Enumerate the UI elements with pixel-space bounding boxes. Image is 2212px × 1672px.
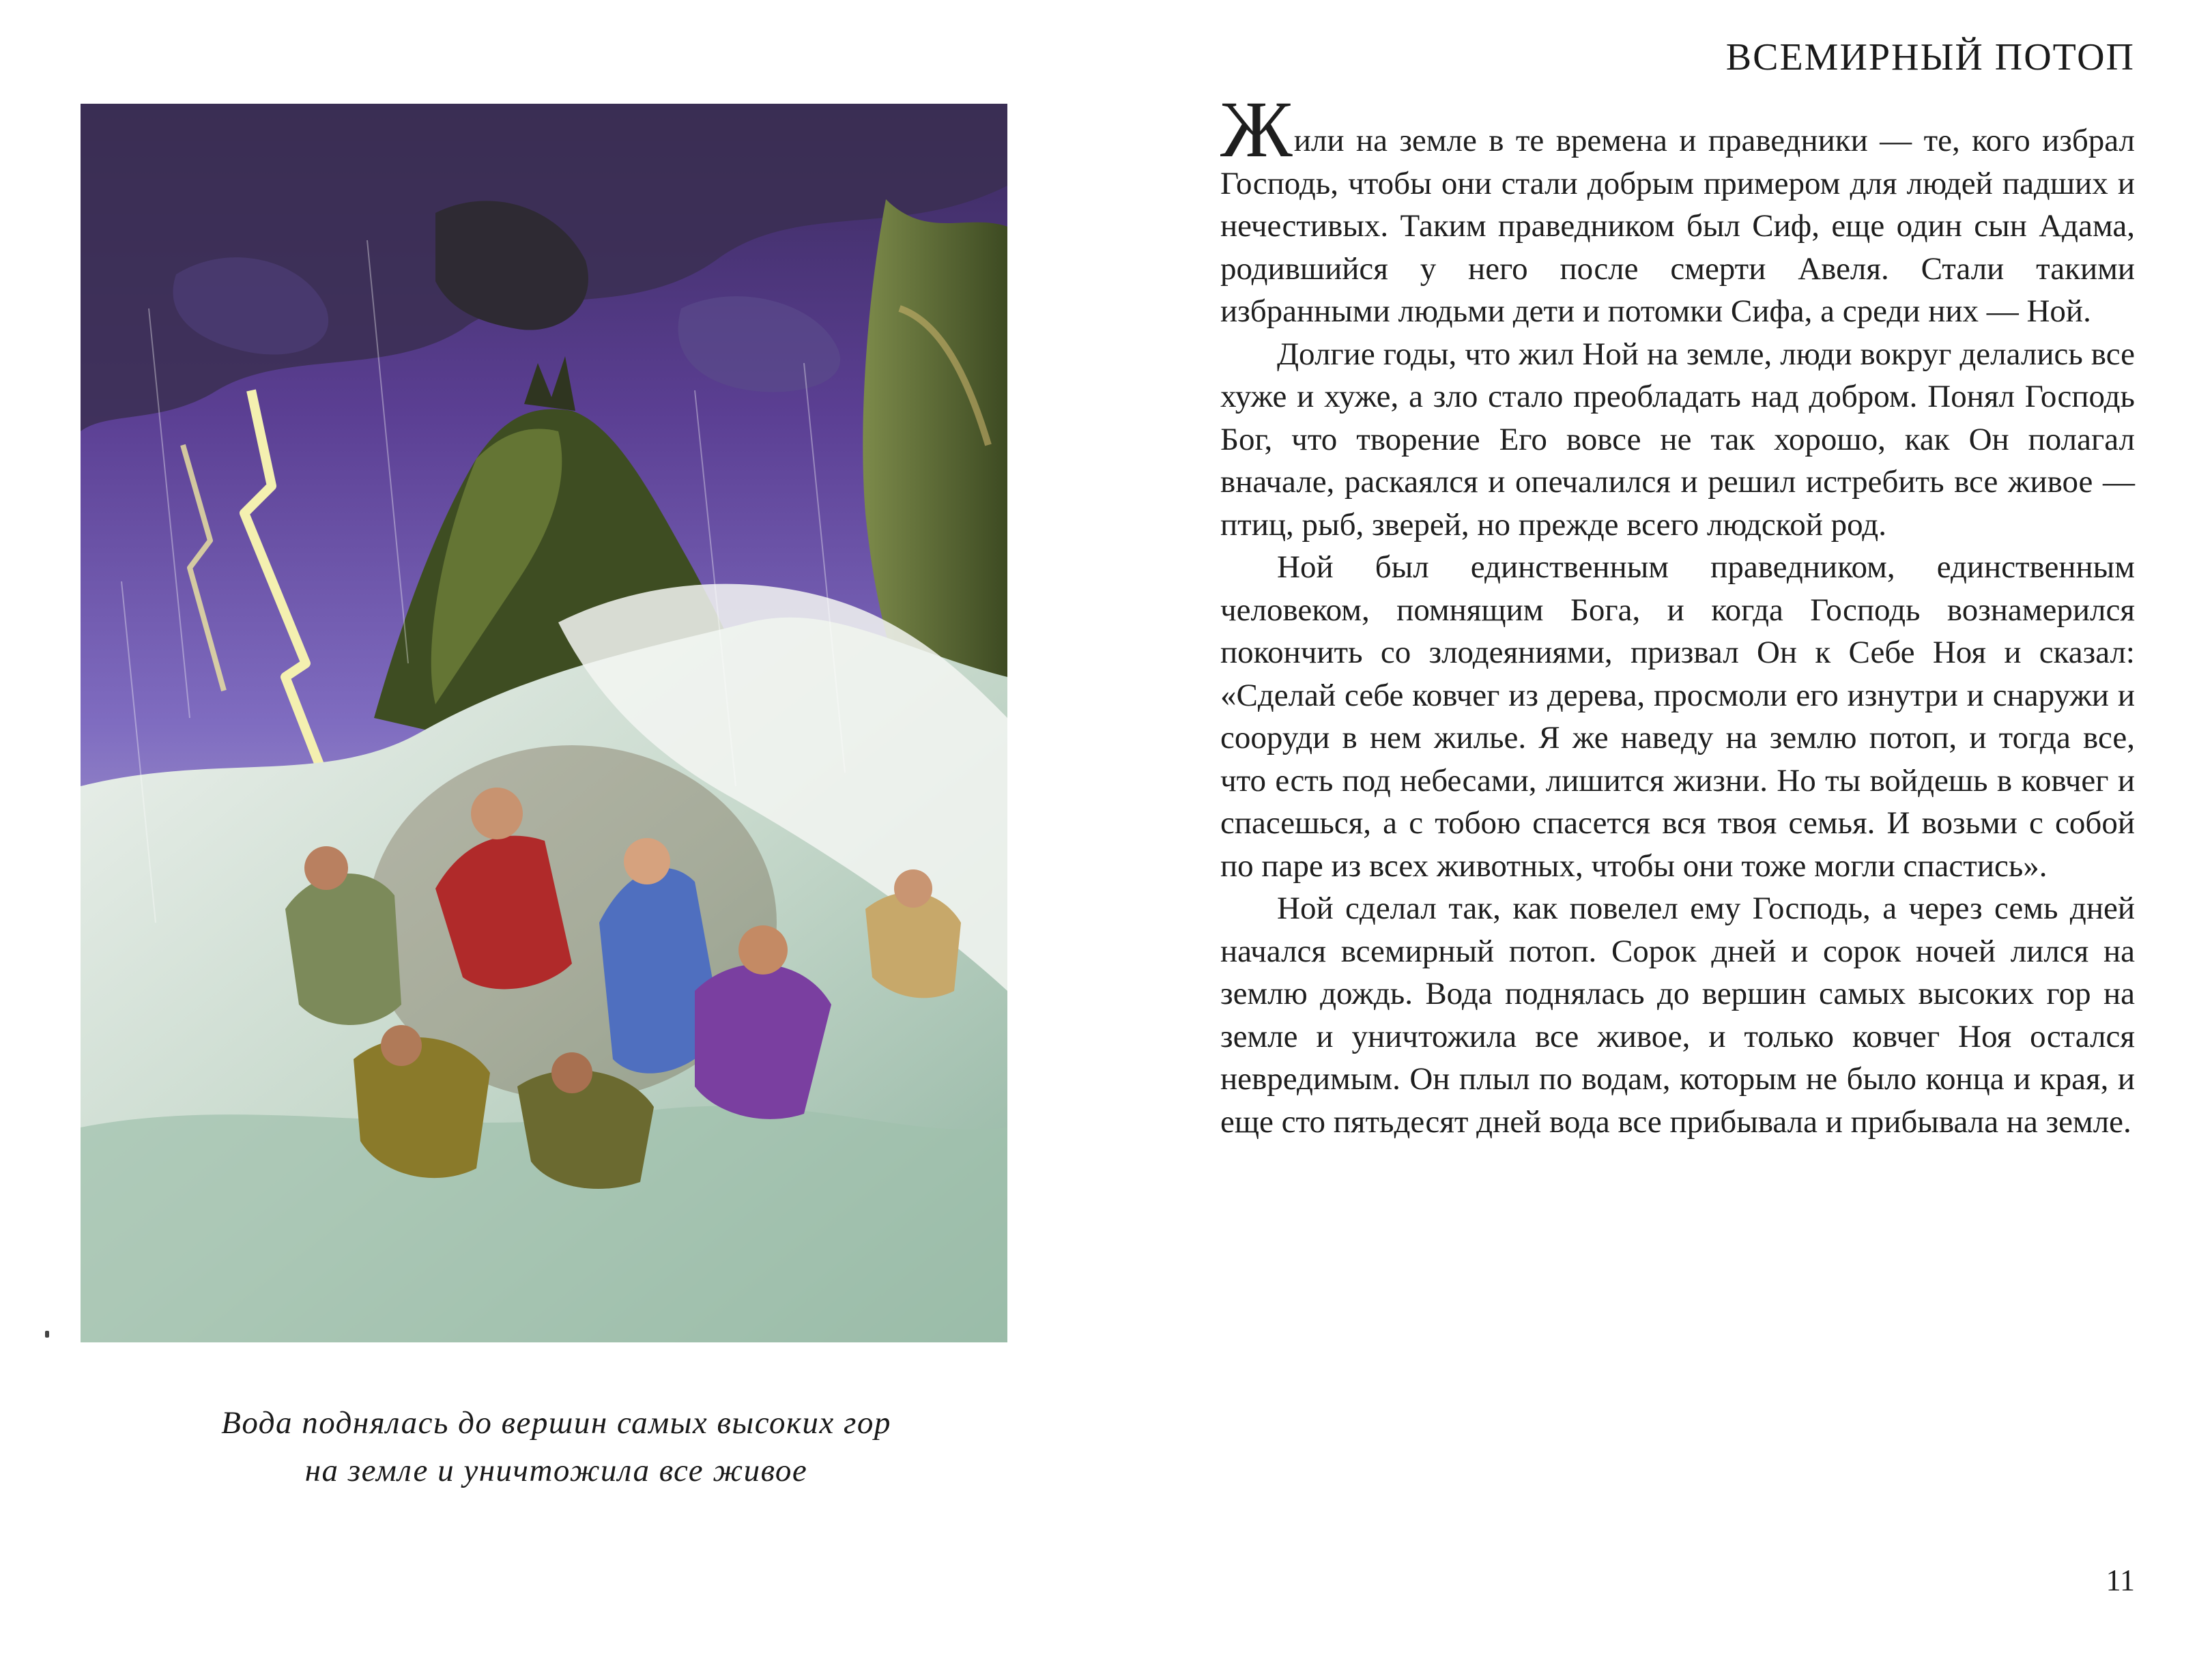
paragraph-2: Долгие годы, что жил Ной на земле, люди вокруг делались все хуже и хуже, а зло стало преобладать над добром. Понял Господь Бог, что творение Его вовсе не так хорошо, как Он полагал вначале, раскаялся и опечалился и решил истребить все живое — птиц, рыб, зверей, но прежде всего людской род. [1220,336,2135,543]
paragraph-3: Ной был единственным праведником, единственным человеком, помнящим Бога, и когда Господь вознамерился покончить со злодеяниями, призвал Он к Себе Ноя и сказал: «Сделай себе ковчег из дерева, просмоли его изнутри и снаружи и сооруди в нем жилье. Я же наведу на землю потоп, и тогда все, что есть под небесами, лишится жизни. Но ты войдешь в ковчег и спасешься, а с тобою спасется вся твоя семья. И возьми с собой по паре из всех животных, чтобы они тоже могли спастись». [1220,549,2135,884]
paragraph-1-text: или на земле в те времена и праведники — те, кого избрал Господь, чтобы они стали добрым примером для людей падших и нечестивых. Таким праведником был Сиф, еще один сын Адама, родившийся у него после смерти Авеля. Стали такими избранными людьми дети и потомки Сифа, а среди них — Ной. [1220,123,2135,329]
flood-painting-icon [81,104,1007,1342]
flood-painting-svg [81,104,1007,1342]
caption-line-1: Вода поднялась до вершин самых высоких гор [221,1405,891,1441]
page-number: 11 [2106,1563,2135,1597]
running-head: ВСЕМИРНЫЙ ПОТОП [1725,36,2135,78]
paragraph-1 [1220,85,2135,333]
drop-cap: Ж [1220,85,1291,174]
paragraph-4: Ной сделал так, как повелел ему Господь, а через семь дней начался всемирный потоп. Сорок дней и сорок ночей лился на землю дождь. Вода поднялась до вершин самых высоких гор на земле и уничтожила все живое, и только ковчег Ноя остался невредимым. Он плыл по водам, которым не было конца и края, и еще сто пятьдесят дней вода все прибывала и прибывала на земле. [1220,891,2135,1140]
print-speck [45,1331,49,1338]
illustration-caption [102,1399,1010,1495]
chapter-body [1220,85,2135,1143]
caption-line-2: на земле и уничтожила все живое [304,1453,808,1488]
